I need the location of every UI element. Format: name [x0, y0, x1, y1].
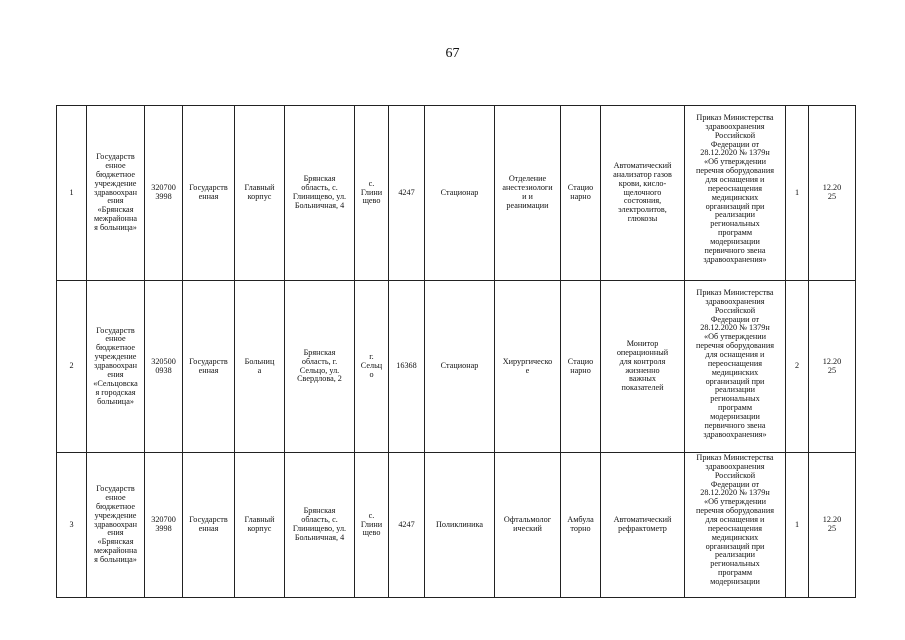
equipment: Монитор операционный для контроля жизненно важных показателей [601, 281, 685, 453]
table-row [57, 106, 856, 281]
page-number: 67 [445, 46, 460, 61]
organization-code: 320700 3998 [145, 453, 183, 598]
ownership-form: Государств енная [183, 453, 235, 598]
row-number: 3 [57, 453, 87, 598]
quantity: 1 [786, 453, 809, 598]
building: Больниц а [235, 281, 285, 453]
locality: г. Сельц о [355, 281, 389, 453]
facility-type: Стационар [425, 106, 495, 281]
department: Офтальмолог ический [495, 453, 561, 598]
care-condition: Амбула торно [561, 453, 601, 598]
address: Брянская область, с. Глинищево, ул. Больничная, 4 [285, 106, 355, 281]
table-row [57, 281, 856, 453]
organization-name: Государств енное бюджетное учреждение здравоохран ения «Брянская межрайонна я больница» [87, 106, 145, 281]
deadline: 12.20 25 [809, 106, 856, 281]
building: Главный корпус [235, 453, 285, 598]
capacity: 16368 [389, 281, 425, 453]
ownership-form: Государств енная [183, 106, 235, 281]
organization-code: 320700 3998 [145, 106, 183, 281]
capacity: 4247 [389, 106, 425, 281]
quantity: 1 [786, 106, 809, 281]
locality: с. Глини щево [355, 106, 389, 281]
deadline: 12.20 25 [809, 453, 856, 598]
regulation-order: Приказ Министерства здравоохранения Российской Федерации от 28.12.2020 № 1379н «Об утверждении перечня оборудования для оснащения и переоснащения медицинских организаций при реализации региональных программ модернизации первичного звена здравоохранения» [685, 106, 786, 281]
table-row [57, 453, 856, 598]
organization-code: 320500 0938 [145, 281, 183, 453]
organization-name: Государств енное бюджетное учреждение здравоохран ения «Сельцовска я городская больница» [87, 281, 145, 453]
building: Главный корпус [235, 106, 285, 281]
deadline: 12.20 25 [809, 281, 856, 453]
locality: с. Глини щево [355, 453, 389, 598]
equipment-table [56, 105, 856, 598]
department: Отделение анестезиологи и и реанимации [495, 106, 561, 281]
row-number: 2 [57, 281, 87, 453]
address: Брянская область, г. Сельцо, ул. Свердлова, 2 [285, 281, 355, 453]
care-condition: Стацио нарно [561, 106, 601, 281]
ownership-form: Государств енная [183, 281, 235, 453]
facility-type: Поликлиника [425, 453, 495, 598]
regulation-order: Приказ Министерства здравоохранения Российской Федерации от 28.12.2020 № 1379н «Об утверждении перечня оборудования для оснащения и переоснащения медицинских организаций при реализации региональных программ модернизации [685, 453, 786, 598]
department: Хирургическо е [495, 281, 561, 453]
organization-name: Государств енное бюджетное учреждение здравоохран ения «Брянская межрайонна я больница» [87, 453, 145, 598]
care-condition: Стацио нарно [561, 281, 601, 453]
row-number: 1 [57, 106, 87, 281]
address: Брянская область, с. Глинищево, ул. Больничная, 4 [285, 453, 355, 598]
capacity: 4247 [389, 453, 425, 598]
equipment: Автоматический рефрактометр [601, 453, 685, 598]
equipment: Автоматический анализатор газов крови, кисло- щелочного состояния, электролитов, глюкозы [601, 106, 685, 281]
quantity: 2 [786, 281, 809, 453]
facility-type: Стационар [425, 281, 495, 453]
regulation-order: Приказ Министерства здравоохранения Российской Федерации от 28.12.2020 № 1379н «Об утверждении перечня оборудования для оснащения и переоснащения медицинских организаций при реализации региональных программ модернизации первичного звена здравоохранения» [685, 281, 786, 453]
